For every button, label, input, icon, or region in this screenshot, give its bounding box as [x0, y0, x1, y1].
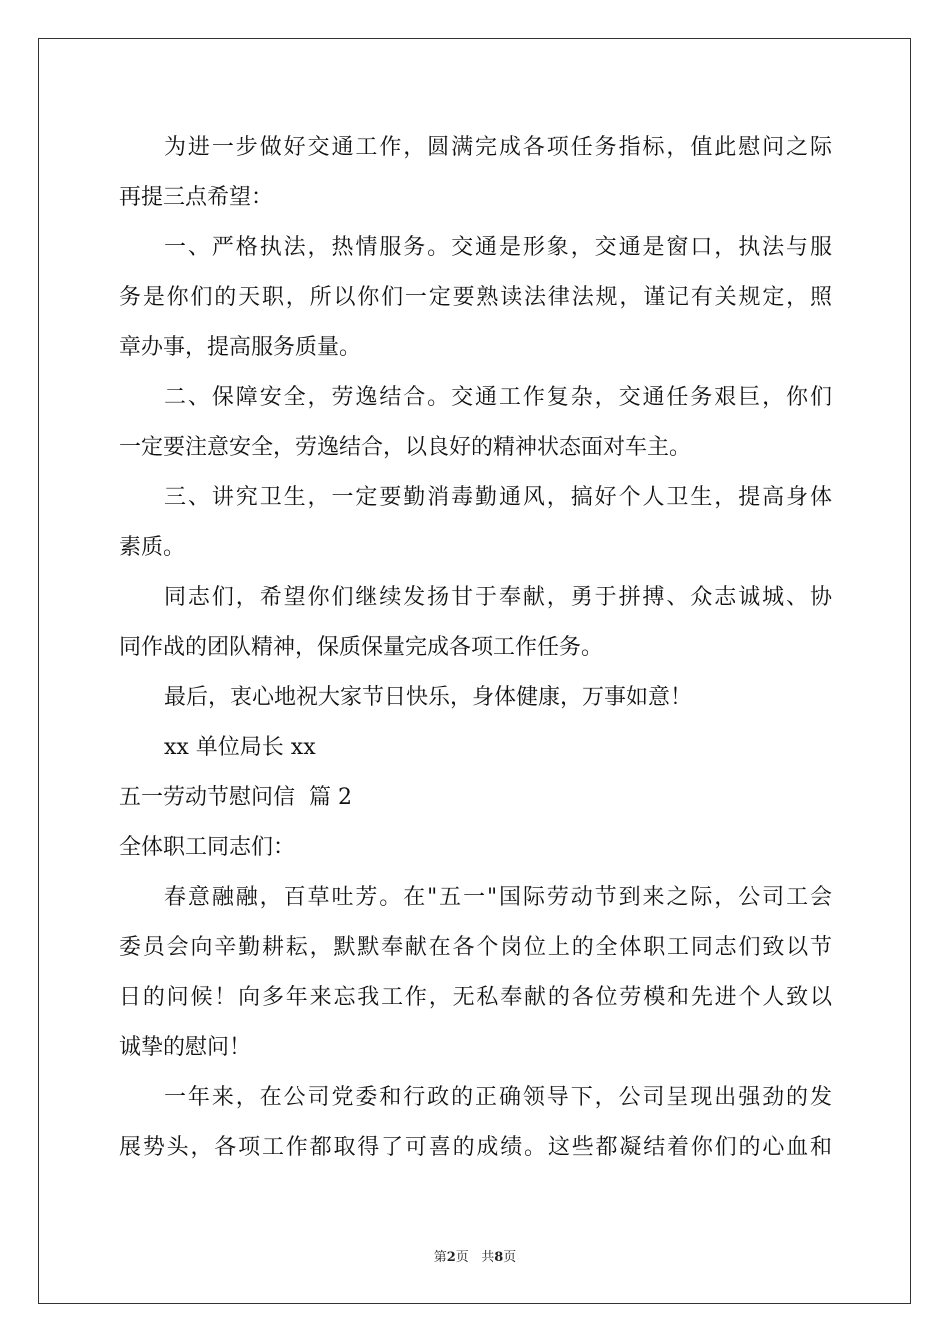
paragraph-line: 春意融融，百草吐芳。在"五一"国际劳动节到来之际，公司工会 — [164, 885, 832, 910]
paragraph-line: 一、严格执法，热情服务。交通是形象，交通是窗口，执法与服 — [164, 235, 832, 260]
paragraph-line: 日的问候！向多年来忘我工作，无私奉献的各位劳模和先进个人致以 — [119, 985, 832, 1010]
paragraph-line: 委员会向辛勤耕耘，默默奉献在各个岗位上的全体职工同志们致以节 — [119, 935, 832, 960]
paragraph-line: 一定要注意安全，劳逸结合，以良好的精神状态面对车主。 — [119, 435, 692, 460]
page-footer — [0, 1248, 950, 1268]
document-body — [119, 123, 832, 1173]
paragraph-line: 务是你们的天职，所以你们一定要熟读法律法规，谨记有关规定，照 — [119, 285, 832, 310]
paragraph-line: 诚挚的慰问！ — [119, 1035, 252, 1060]
footer-page-prefix: 第 — [433, 1250, 447, 1265]
footer-page-total: 8 — [494, 1250, 504, 1265]
paragraph-line: 三、讲究卫生，一定要勤消毒勤通风，搞好个人卫生，提高身体 — [164, 485, 832, 510]
paragraph-line: 素质。 — [119, 535, 186, 560]
footer-page-mid: 页 共 — [455, 1250, 495, 1265]
paragraph-line: 二、保障安全，劳逸结合。交通工作复杂，交通任务艰巨，你们 — [164, 385, 832, 410]
paragraph-line: 同作战的团队精神，保质保量完成各项工作任务。 — [119, 635, 604, 660]
signature-line: xx 单位局长 xx — [164, 735, 316, 760]
paragraph-line: 为进一步做好交通工作，圆满完成各项任务指标，值此慰问之际 — [164, 135, 832, 160]
paragraph-line: 展势头，各项工作都取得了可喜的成绩。这些都凝结着你们的心血和 — [119, 1135, 832, 1160]
footer-page-current: 2 — [446, 1250, 456, 1265]
paragraph-line: 再提三点希望： — [119, 185, 274, 210]
footer-page-suffix: 页 — [503, 1250, 517, 1265]
paragraph-line: 最后，衷心地祝大家节日快乐，身体健康，万事如意！ — [164, 685, 693, 710]
paragraph-line: 一年来，在公司党委和行政的正确领导下，公司呈现出强劲的发 — [164, 1085, 832, 1110]
salutation: 全体职工同志们： — [119, 835, 296, 860]
paragraph-line: 同志们，希望你们继续发扬甘于奉献，勇于拼搏、众志诚城、协 — [164, 585, 832, 610]
paragraph-line: 章办事，提高服务质量。 — [119, 335, 362, 360]
section-heading: 五一劳动节慰问信 篇 2 — [119, 785, 352, 810]
